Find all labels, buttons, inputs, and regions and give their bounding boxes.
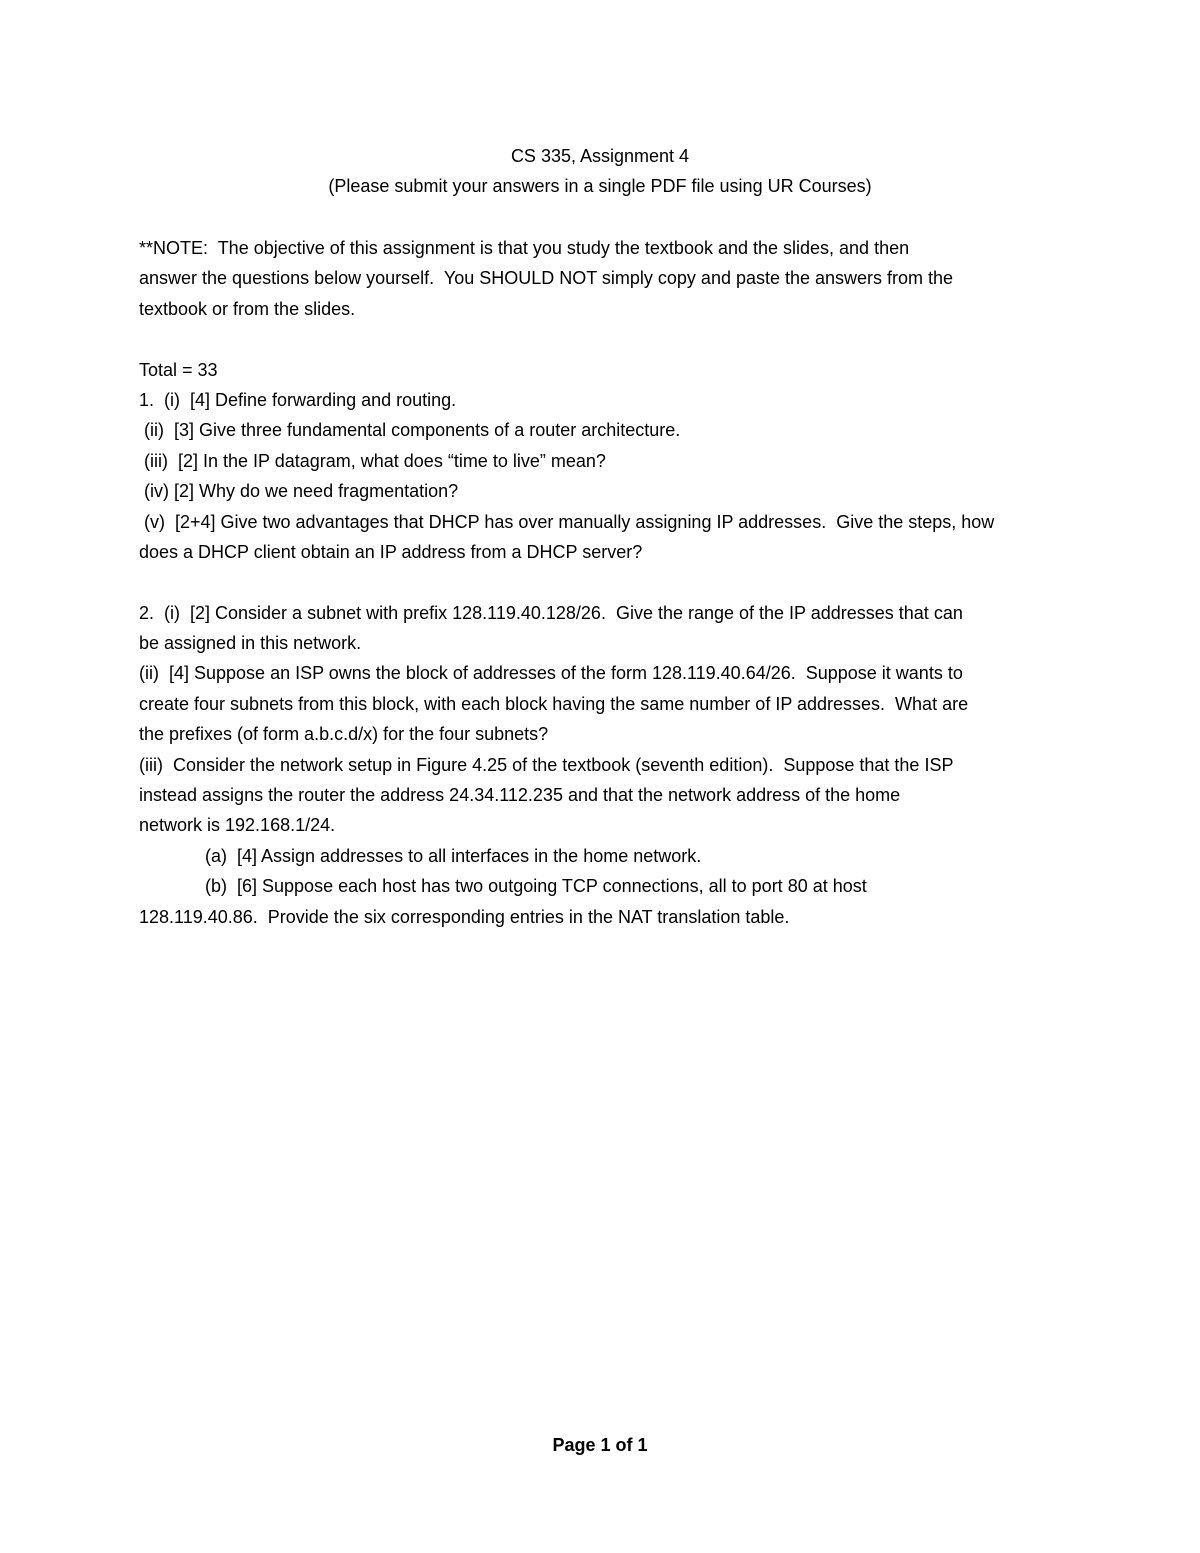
question-2-sub-b: (b) [6] Suppose each host has two outgoing TCP connections, all to port 80 at host [205, 876, 867, 897]
document-title: CS 335, Assignment 4 [510, 146, 690, 166]
question-2-line: the prefixes (of form a.b.c.d/x) for the four subnets? [139, 724, 549, 745]
note-line: answer the questions below yourself. You SHOULD NOT simply copy and paste the answers from the [139, 268, 954, 289]
total-marks: Total = 33 [139, 359, 218, 380]
page-number: Page 1 of 1 [552, 1435, 648, 1455]
question-2-line: network is 192.168.1/24. [139, 815, 336, 836]
question-2-line: instead assigns the router the address 24.34.112.235 and that the network address of the home [139, 785, 901, 806]
question-2-line: (iii) Consider the network setup in Figure 4.25 of the textbook (seventh edition). Suppose that the ISP [139, 754, 954, 775]
question-2-line: (ii) [4] Suppose an ISP owns the block of addresses of the form 128.119.40.64/26. Suppose it wants to [139, 663, 963, 684]
question-2-sub-a: (a) [4] Assign addresses to all interfaces in the home network. [205, 845, 702, 866]
question-1-line: (iii) [2] In the IP datagram, what does “time to live” mean? [139, 450, 606, 471]
question-2-line: 2. (i) [2] Consider a subnet with prefix 128.119.40.128/26. Give the range of the IP addresses that can [139, 602, 963, 623]
blank-line [139, 567, 1079, 597]
question-1-line: (iv) [2] Why do we need fragmentation? [139, 481, 459, 502]
question-2-line: create four subnets from this block, with each block having the same number of IP addresses. What are [139, 693, 969, 714]
question-2-sub-b-continued: 128.119.40.86. Provide the six corresponding entries in the NAT translation table. [139, 906, 790, 927]
blank-line [139, 324, 1079, 354]
note-line: **NOTE: The objective of this assignment is that you study the textbook and the slides, and then [139, 238, 910, 258]
question-1-line: (ii) [3] Give three fundamental components of a router architecture. [139, 420, 681, 441]
document-subtitle: (Please submit your answers in a single PDF file using UR Courses) [328, 176, 872, 196]
note-line: textbook or from the slides. [139, 298, 356, 319]
question-1-line: (v) [2+4] Give two advantages that DHCP has over manually assigning IP addresses. Give the steps, how [139, 511, 995, 532]
document-body [139, 233, 1079, 932]
question-2-line: be assigned in this network. [139, 633, 362, 654]
question-1-line: does a DHCP client obtain an IP address from a DHCP server? [139, 541, 643, 562]
question-1-line: 1. (i) [4] Define forwarding and routing. [139, 389, 457, 410]
